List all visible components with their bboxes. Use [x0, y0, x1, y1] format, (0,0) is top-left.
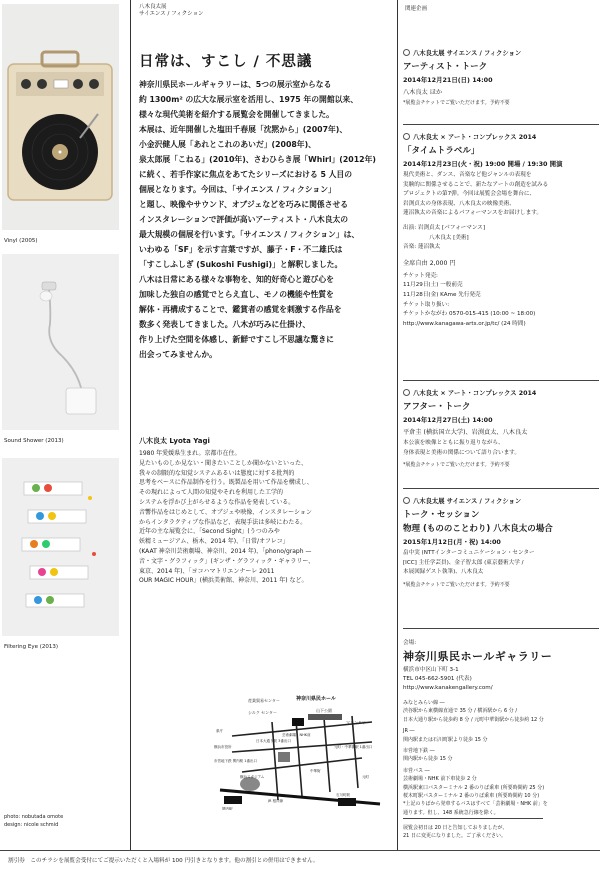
footer-divider — [0, 850, 600, 851]
intro-line: 泉太郎展「こねる」(2010年)、さわひらき展「Whirl」(2012年) — [139, 155, 376, 164]
event-time-travel — [403, 132, 599, 329]
event-subtitle: 物理 (もののことわり) 八木良太の場合 — [403, 524, 553, 534]
intro-line: 最大規模の個展を行います。「サイエンス / フィクション」は、 — [139, 230, 360, 239]
description-line: 本公演を映像とともに振り返りながら、 — [403, 440, 504, 446]
column-divider-left — [130, 0, 131, 850]
ticket-line: チケット取り扱い: — [403, 301, 450, 308]
description-line: 現代美術と、ダンス、音楽など他ジャンルの表現を — [403, 172, 532, 178]
page-title: 日常は、すこし / 不思議 — [139, 54, 313, 70]
bio-line: 1980 年愛媛県生まれ。京都市在住。 — [139, 450, 241, 457]
access-line: 日本大通り駅から徒歩約 8 分 / 元町中華街駅から徒歩約 12 分 — [403, 716, 544, 723]
event-date: 2014年12月21日(日) 14:00 — [403, 76, 493, 84]
intro-line: 個展となります。今回は、「サイエンス / フィクション」 — [139, 185, 336, 194]
event-after-talk — [403, 388, 599, 468]
intro-line: いわゆる「SF」を示す言葉ですが、藤子・F・不二雄氏は — [139, 245, 343, 254]
bio-line: 思考をベースに作品制作を行う。既製品を用いて作品を構成し、 — [139, 479, 313, 487]
event-series: 八木良太展 サイエンス / フィクション — [403, 48, 599, 57]
access-line: 渋谷駅から東横線直通で 35 分 / 横浜駅から 6 分 / — [403, 708, 518, 715]
vinyl-caption: Vinyl (2005) — [4, 238, 38, 244]
vinyl-artwork-image — [2, 4, 119, 230]
map-label: 横浜スタジアム — [240, 775, 265, 779]
event-performers — [403, 224, 599, 253]
intro-line: 出会ってみませんか。 — [139, 350, 217, 359]
map-label: マリンタワー — [346, 720, 370, 725]
access-line: 芸術劇場・NHK 前下車徒歩 2 分 — [403, 776, 477, 783]
intro-line: 八木は日常にある様々な事物を、知的好奇心と遊び心を — [139, 275, 334, 284]
venue-tel: TEL 045-662-5901 (代表) — [403, 676, 472, 682]
access-line: 関内駅または石川町駅より徒歩 15 分 — [403, 736, 488, 743]
map-label: 元町 — [362, 775, 369, 779]
map-label: 関内駅 — [222, 807, 233, 810]
event-date: 2014年12月27日(土) 14:00 — [403, 416, 493, 424]
bio-line: 東京、2014 年)、「ヨコハマトリエンナーレ 2011 — [139, 567, 275, 575]
map-label: 元町・中華街駅 1番出口 — [334, 745, 373, 749]
description-line: 身体表現と美術の関係について語り合います。 — [403, 449, 520, 456]
intro-line: 様々な現代美術を紹介する展覧会を開催してきました。 — [139, 110, 334, 119]
ticket-line: 11月29日(土) 一般前売 — [403, 282, 463, 289]
intro-line: 数多く発表してきました。八木が巧みに仕掛け、 — [139, 320, 311, 329]
map-label: 山下公園 — [316, 708, 332, 713]
map-label: 中華街 — [310, 769, 321, 773]
bio-line: 音響作品をはじめとして、オブジェや映像、インスタレーション — [139, 508, 312, 516]
bio-line: 妖精ミュージアム、栃木、2014 年)、「日常/オフレコ」 — [139, 538, 289, 546]
notice-line: 展覧会初日は 20 日と告知しておりましたが、 — [403, 825, 508, 831]
ticket-line: チケット発売: — [403, 272, 438, 279]
access-line: みなとみらい線 ― — [403, 700, 445, 706]
access-line: JR ― — [403, 728, 415, 735]
map-label: 県庁 — [216, 729, 223, 733]
circle-mark-icon — [403, 497, 410, 504]
bio-line: 見たいものしか見ない・聞きたいことしか聞かないといった、 — [139, 459, 308, 467]
section-divider — [403, 124, 599, 125]
event-date: 2014年12月23日(火・祝) 19:00 開場 / 19:30 開演 — [403, 160, 563, 168]
intro-text — [139, 77, 389, 362]
event-date: 2015年1月12日(月・祝) 14:00 — [403, 538, 501, 546]
circle-mark-icon — [403, 389, 410, 396]
discount-coupon-text: 割引券 このチラシを展覧会受付にてご提示いただくと入場料が 100 円引きとなります。他の割引との併用はできません。 — [8, 858, 319, 864]
intro-line: 加味した独自の感覚でとらえ直し、モノの機能や性質を — [139, 290, 334, 299]
intro-line: インスタレーションで評価が高いアーティスト・八木良太の — [139, 215, 349, 224]
access-line: 市営バス ― — [403, 767, 430, 774]
intro-line: 小金沢健人展「あれとこれのあいだ」(2008年)、 — [139, 140, 316, 149]
circle-mark-icon — [403, 133, 410, 140]
sound-shower-artwork-image — [2, 254, 119, 430]
exhibition-subtitle: サイエンス / フィクション — [139, 11, 204, 17]
event-price: 全席自由 2,000 円 — [403, 259, 456, 267]
event-series: 八木良太 × アート・コンプレックス 2014 — [403, 388, 599, 397]
performer-line: 八木良太 [美術] — [429, 234, 469, 241]
section-divider — [403, 818, 543, 819]
map-label: 横浜市役所 — [214, 745, 232, 749]
event-speakers — [403, 549, 599, 578]
event-description — [403, 171, 599, 219]
map-label: 日本大通り駅 3番出口 — [256, 739, 291, 743]
event-title: アーティスト・トーク — [403, 62, 488, 72]
event-description — [403, 439, 599, 458]
map-label: JR 根岸線 — [268, 799, 284, 803]
bio-line: その現れによって人間の知覚やそれを利用した工学的 — [139, 489, 284, 497]
event-note: *展覧会チケットでご覧いただけます。予約不要 — [403, 581, 510, 588]
venue-info — [403, 638, 599, 817]
event-series: 八木良太 × アート・コンプレックス 2014 — [403, 132, 599, 141]
event-artist-talk — [403, 48, 599, 106]
map-label: シルク センター — [248, 710, 277, 715]
artist-bio — [139, 449, 391, 586]
bio-line: (KAAT 神奈川芸術劇場、神奈川、2014 年)、「phono/graph — — [139, 547, 312, 555]
event-speakers: 八木良太 ほか — [403, 89, 443, 96]
venue-name: 神奈川県民ホールギャラリー — [403, 650, 553, 663]
bio-line: OUR MAGIC HOUR」(横浜美術館、神奈川、2011 年) など。 — [139, 577, 308, 585]
event-title: 「タイムトラベル」 — [403, 146, 480, 156]
related-events-header: 関連企画 — [405, 6, 428, 12]
event-title: アフター・トーク — [403, 402, 471, 412]
sound-shower-caption: Sound Shower (2013) — [4, 438, 64, 444]
speaker-line: 本展図録ゲスト執筆)、八木良太 — [403, 569, 484, 576]
map-label: 市営地下鉄 関内駅 1番出口 — [214, 759, 257, 763]
intro-line: 神奈川県民ホールギャラリーは、5つの展示室からなる — [139, 80, 332, 89]
event-note: *展覧会チケットでご覧いただけます。予約不要 — [403, 462, 510, 469]
bio-line: 音・文字・グラフィック」(ギンザ・グラフィック・ギャラリー、 — [139, 557, 315, 565]
speaker-line: [ICC] 主任学芸員)、金子智太郎 (東京藝術大学 / — [403, 559, 524, 566]
intro-line: 約 1300m² の広大な展示室を活用し、1975 年の開館以来、 — [139, 95, 359, 104]
venue-address: 横浜市中区山下町 3-1 — [403, 667, 459, 673]
map-label: 芸術劇場・NHK前 — [282, 733, 311, 737]
event-speakers: 平倉圭 (横浜国立大学)、岩渕貞太、八木良太 — [403, 429, 528, 436]
description-line: 実験的に関係させることで、新たなアートの創造を試みる — [403, 181, 549, 188]
description-line: 岩渕貞太の身体表現、八木良太の映像美術、 — [403, 200, 515, 207]
access-map — [212, 692, 386, 810]
venue-url-link[interactable]: http://www.kanakengallery.com/ — [403, 685, 493, 691]
intro-line: 解体・再構成することで、鑑賞者の感覚を刺激する作品を — [139, 305, 342, 314]
performer-line: 出演: 岩渕貞太 [パフォーマンス] — [403, 224, 486, 231]
intro-line: 「すこしふしぎ (Sukoshi Fushigi)」と解釈しました。 — [139, 260, 343, 269]
performer-line: 音楽: 蓮沼執太 — [403, 244, 441, 251]
bio-line: からインタラクティブな作品など、表現手法は多岐にわたる。 — [139, 518, 307, 526]
exhibition-name: 八木良太展 — [139, 4, 167, 10]
event-note: *展覧会チケットでご覧いただけます。予約不要 — [403, 100, 510, 106]
map-label: 石川町駅 — [336, 793, 350, 797]
description-line: プロジェクトの第7弾。今回は展覧会会場を舞台に、 — [403, 191, 536, 198]
ticket-line: チケットかながわ 0570-015-415 (10:00 ~ 18:00) — [403, 311, 536, 318]
map-label: 産業貿易センター — [248, 698, 280, 703]
notice-line: 21 日に変更になりました。ご了承ください。 — [403, 833, 506, 840]
bio-line: 近年の主な展覧会に、「Second Sight」(うつのみや — [139, 528, 280, 536]
section-divider — [403, 488, 599, 489]
event-title: トーク・セッション — [403, 510, 480, 520]
section-divider — [403, 628, 599, 629]
access-line: 桜木町駅バスターミナル 2 番のりば乗車 (所要時間約 10 分) — [403, 793, 540, 800]
access-line: 通ります。但し、148 系統急行線を除く。 — [403, 809, 499, 816]
access-line: 関内駅から徒歩 15 分 — [403, 756, 453, 763]
bio-line: システムを浮かび上がらせるような作品を発表している。 — [139, 498, 295, 506]
description-line: 蓮沼執太の音楽によるパフォーマンスをお届けします。 — [403, 210, 542, 217]
intro-line: 本展は、近年開催した塩田千春展「沈黙から」(2007年)、 — [139, 125, 348, 134]
bio-line: 我々の制限的な知覚システムあるいは態度に対する批判的 — [139, 469, 295, 477]
design-credit: design: nicole schmid — [4, 822, 59, 828]
circle-mark-icon — [403, 49, 410, 56]
intro-line: に続く、若手作家に焦点をあてたシリーズにおける 5 人目の — [139, 170, 353, 179]
map-label: 神奈川県民ホール — [296, 696, 336, 702]
filtering-eye-caption: Filtering Eye (2013) — [4, 644, 59, 650]
artist-name: 八木良太 Lyota Yagi — [139, 437, 210, 445]
photo-credit: photo: nobutada omote — [4, 814, 64, 820]
venue-label: 会場: — [403, 640, 417, 646]
exhibition-header — [139, 4, 204, 18]
event-series: 八木良太展 サイエンス / フィクション — [403, 496, 599, 505]
section-divider — [403, 380, 599, 381]
ticket-url-link[interactable]: http://www.kanagawa-arts.or.jp/tc/ (24 時間) — [403, 320, 526, 327]
column-divider-right — [397, 0, 398, 850]
filtering-eye-artwork-image — [2, 458, 119, 636]
intro-line: と題し、映像やサウンド、オブジェなどを巧みに関係させる — [139, 200, 349, 209]
schedule-notice — [403, 824, 599, 841]
intro-line: 作り上げた空間を体感し、新鮮ですこし不思議な驚きに — [139, 335, 334, 344]
event-talk-session — [403, 496, 599, 588]
access-line: *上記のりばから発車するバスはすべて「芸術劇場・NHK 前」を — [403, 801, 548, 808]
access-line: 市営地下鉄 ― — [403, 748, 435, 755]
speaker-line: 畠中実 (NTTインターコミュニケーション・センター — [403, 550, 535, 556]
ticket-info — [403, 272, 599, 330]
access-line: 横浜駅東口バスターミナル 2 番のりば乗車 (所要時間約 25 分) — [403, 784, 545, 791]
ticket-line: 11月28日(金) KAme 先行発売 — [403, 291, 481, 298]
